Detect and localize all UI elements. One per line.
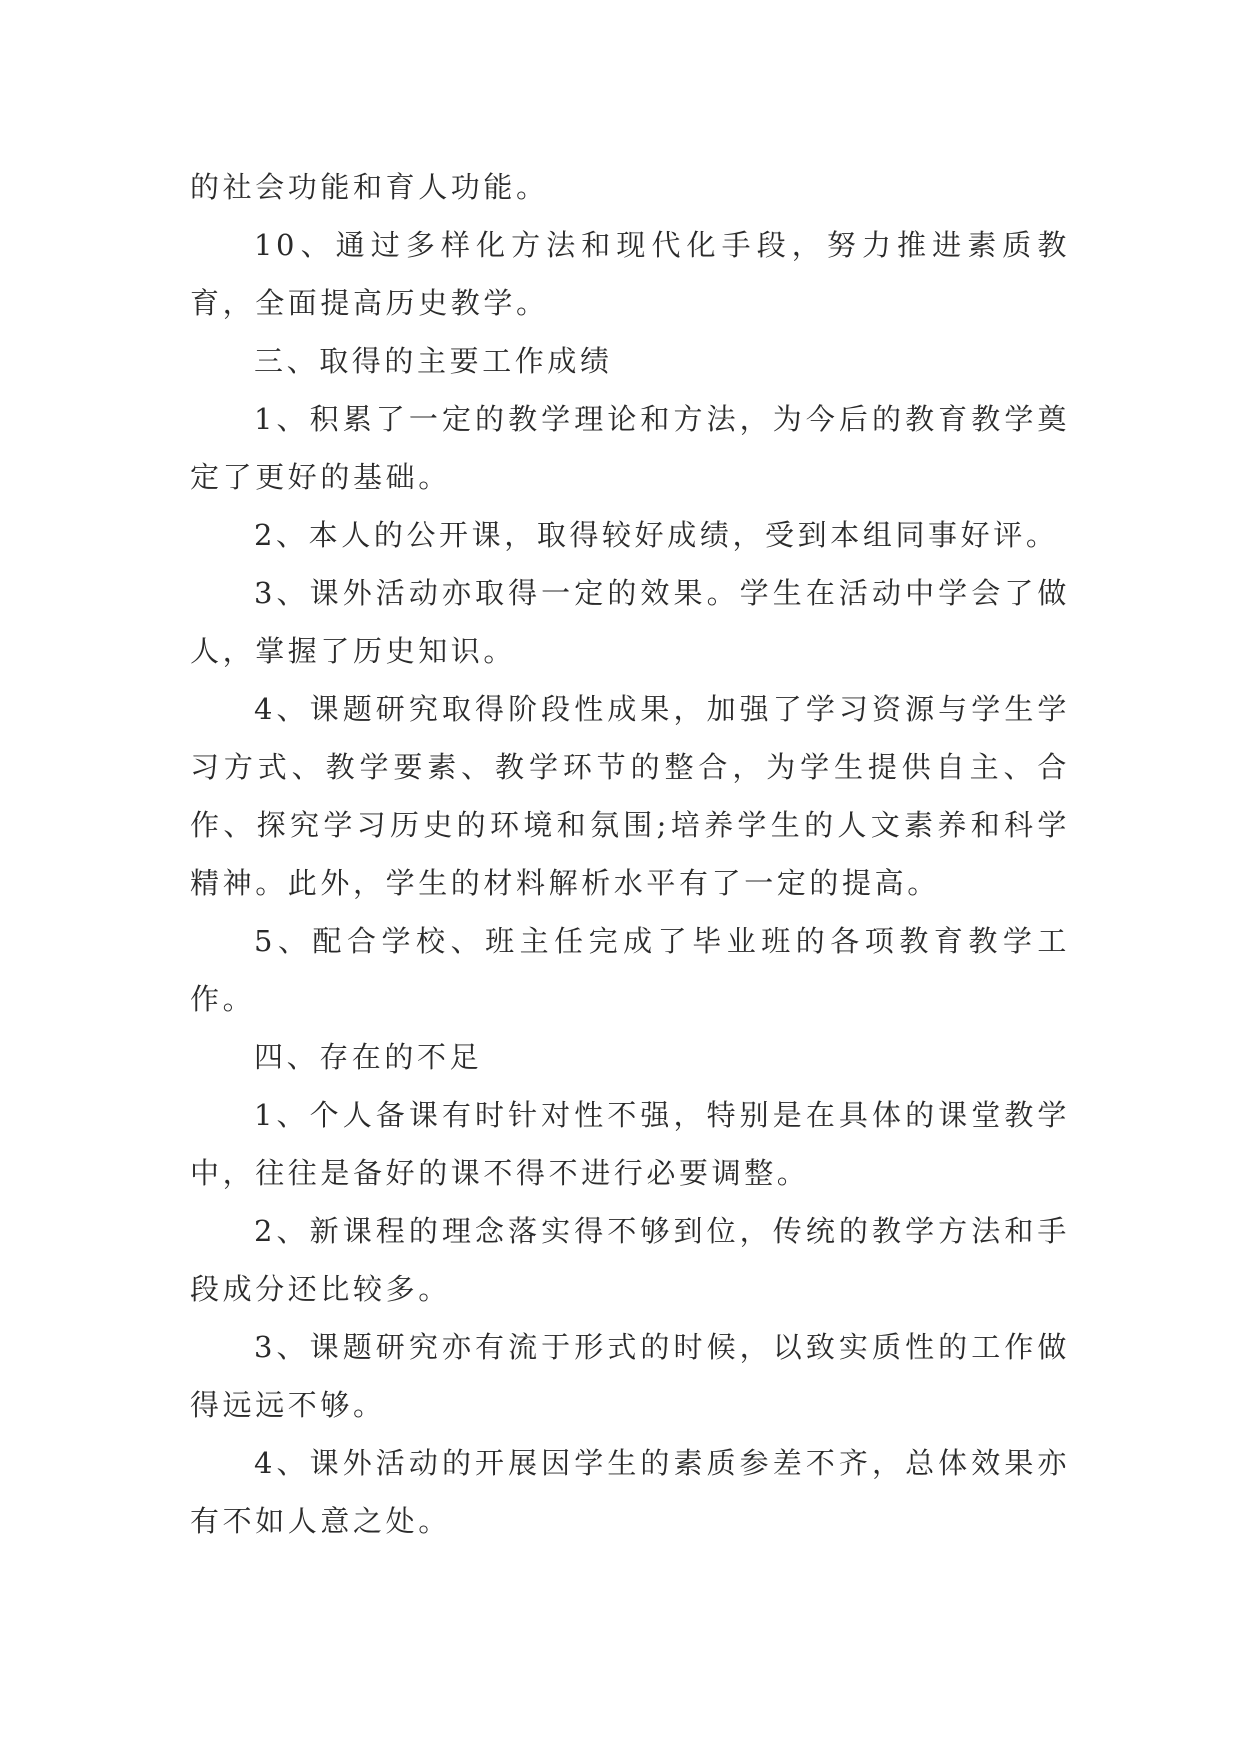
paragraph-6: 3、课外活动亦取得一定的效果。学生在活动中学会了做人，掌握了历史知识。 [190,576,1070,668]
paragraph-5: 2、本人的公开课，取得较好成绩，受到本组同事好评。 [254,518,1059,552]
paragraph-1: 的社会功能和育人功能。 [190,170,549,204]
paragraph-2: 10、通过多样化方法和现代化手段，努力推进素质教育，全面提高历史教学。 [190,228,1070,320]
section-heading-achievements: 三、取得的主要工作成绩 [254,344,613,378]
paragraph-4: 1、积累了一定的教学理论和方法，为今后的教育教学奠定了更好的基础。 [190,402,1070,494]
document-body [190,158,1070,1550]
paragraph-12: 3、课题研究亦有流于形式的时候，以致实质性的工作做得远远不够。 [190,1330,1070,1422]
section-heading-shortcomings: 四、存在的不足 [254,1040,483,1074]
paragraph-7: 4、课题研究取得阶段性成果，加强了学习资源与学生学习方式、教学要素、教学环节的整合，为学生提供自主、合作、探究学习历史的环境和氛围;培养学生的人文素养和科学精神。此外，学生的材料解析水平有了一定的提高。 [190,692,1070,900]
paragraph-10: 1、个人备课有时针对性不强，特别是在具体的课堂教学中，往往是备好的课不得不进行必要调整。 [190,1098,1070,1190]
paragraph-8: 5、配合学校、班主任完成了毕业班的各项教育教学工作。 [190,924,1070,1016]
paragraph-13: 4、课外活动的开展因学生的素质参差不齐，总体效果亦有不如人意之处。 [190,1446,1070,1538]
paragraph-11: 2、新课程的理念落实得不够到位，传统的教学方法和手段成分还比较多。 [190,1214,1070,1306]
